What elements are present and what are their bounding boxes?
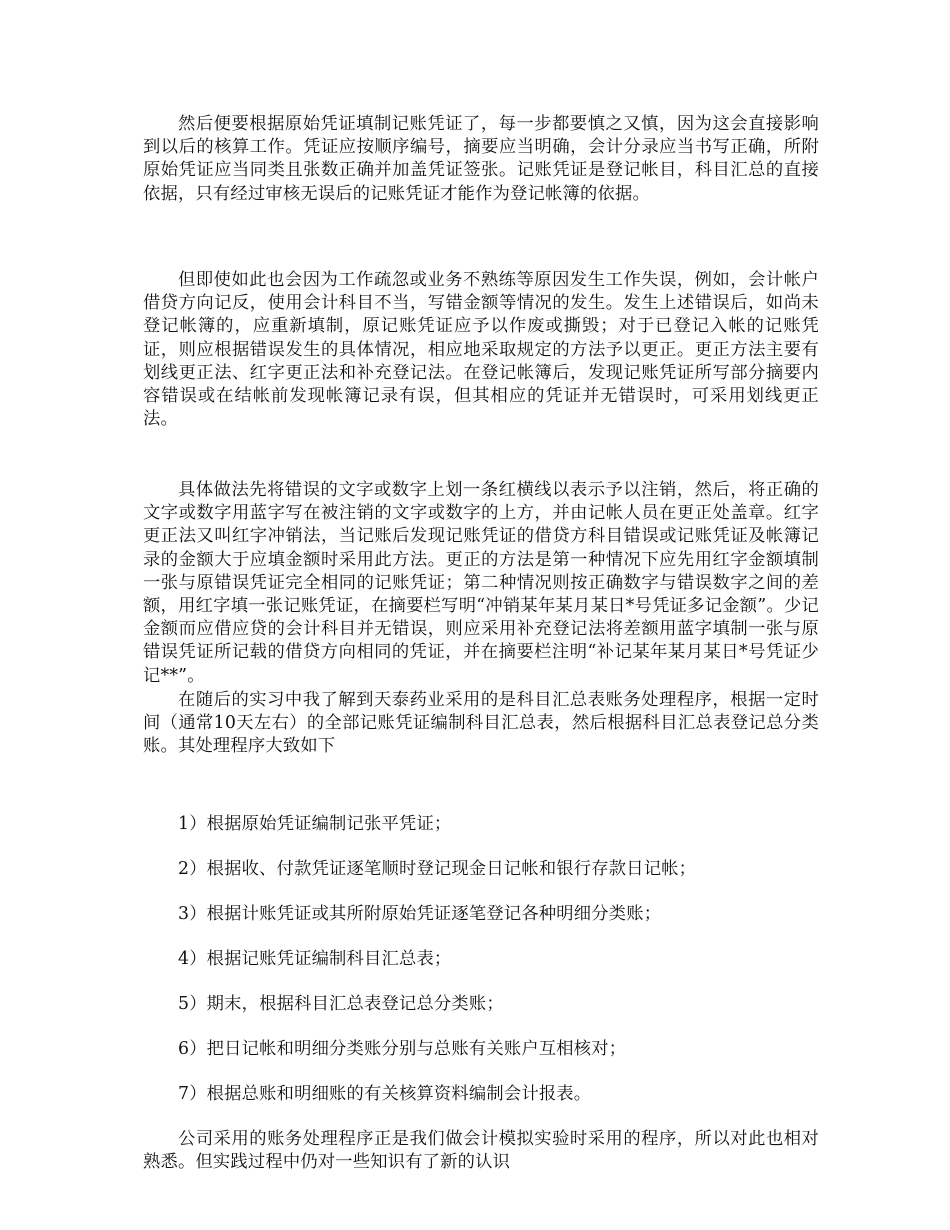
procedure-step-6: 6）把日记帐和明细分类账分别与总账有关账户互相核对； bbox=[178, 1039, 627, 1059]
procedure-step-4: 4）根据记账凭证编制科目汇总表； bbox=[178, 949, 452, 969]
procedure-step-2: 2）根据收、付款凭证逐笔顺时登记现金日记帐和银行存款日记帐； bbox=[178, 859, 697, 879]
paragraph-correction-methods: 具体做法先将错误的文字或数字上划一条红横线以表示予以注销，然后，将正确的文字或数字用蓝字写在被注销的文字或数字的上方，并由记帐人员在更正处盖章。红字更正法又叫红字冲销法，当记账后发现记账凭证的借贷方科目错误或记账凭证及帐簿记录的金额大于应填金额时采用此方法。更正的方法是第一种情况下应先用红字金额填制一张与原错误凭证完全相同的记账凭证；第二种情况则按正确数字与错误数字之间的差额，用红字填一张记账凭证，在摘要栏写明“冲销某年某月某日*号凭证多记金额”。少记金额而应借应贷的会计科目并无错误，则应采用补充登记法将差额用蓝字填制一张与原错误凭证所记载的借贷方向相同的凭证，并在摘要栏注明“补记某年某月某日*号凭证少记**”。 bbox=[143, 480, 819, 686]
paragraph-closing: 公司采用的账务处理程序正是我们做会计模拟实验时采用的程序，所以对此也相对熟悉。但实践过程中仍对一些知识有了新的认识 bbox=[143, 1129, 819, 1173]
procedure-step-5: 5）期末，根据科目汇总表登记总分类账； bbox=[178, 994, 504, 1014]
paragraph-error-correction: 但即使如此也会因为工作疏忽或业务不熟练等原因发生工作失误，例如，会计帐户借贷方向记反，使用会计科目不当，写错金额等情况的发生。发生上述错误后，如尚未登记帐簿的，应重新填制，原记账凭证应予以作废或撕毁；对于已登记入帐的记账凭证，则应根据错误发生的具体情况，相应地采取规定的方法予以更正。更正方法主要有划线更正法、红字更正法和补充登记法。在登记帐簿后，发现记账凭证所写部分摘要内容错误或在结帐前发现帐簿记录有误，但其相应的凭证并无错误时，可采用划线更正法。 bbox=[143, 270, 819, 430]
procedure-step-3: 3）根据计账凭证或其所附原始凭证逐笔登记各种明细分类账； bbox=[178, 904, 662, 924]
procedure-step-1: 1）根据原始凭证编制记张平凭证； bbox=[178, 814, 452, 834]
paragraph-summary-procedure: 在随后的实习中我了解到天泰药业采用的是科目汇总表账务处理程序，根据一定时间（通常10天左右）的全部记账凭证编制科目汇总表，然后根据科目汇总表登记总分类账。其处理程序大致如下 bbox=[143, 690, 819, 757]
paragraph-voucher-preparation: 然后便要根据原始凭证填制记账凭证了，每一步都要慎之又慎，因为这会直接影响到以后的核算工作。凭证应按顺序编号，摘要应当明确，会计分录应当书写正确，所附原始凭证应当同类且张数正确并加盖凭证签张。记账凭证是登记帐目，科目汇总的直接依据，只有经过审核无误后的记账凭证才能作为登记帐簿的依据。 bbox=[143, 114, 819, 204]
procedure-step-7: 7）根据总账和明细账的有关核算资料编制会计报表。 bbox=[178, 1084, 592, 1104]
